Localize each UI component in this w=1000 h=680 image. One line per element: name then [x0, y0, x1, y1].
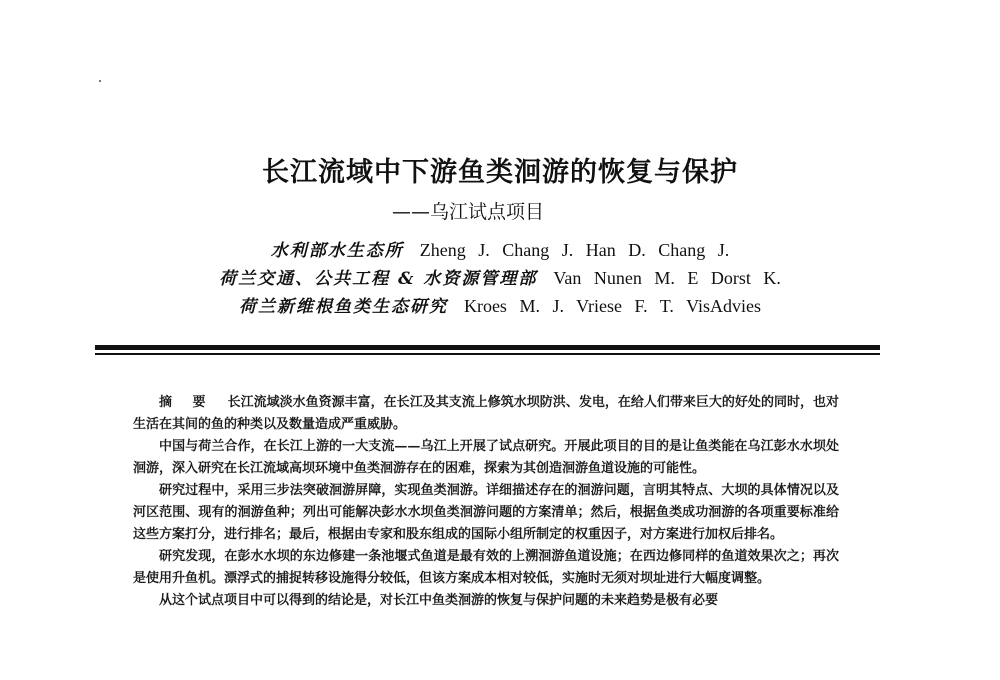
abstract-paragraph — [133, 392, 839, 436]
author-block — [0, 236, 1000, 320]
author-affiliation: 荷兰交通、公共工程 & 水资源管理部 — [219, 269, 538, 289]
abstract-paragraph: 中国与荷兰合作，在长江上游的一大支流——乌江上开展了试点研究。开展此项目的目的是让鱼类能在乌江彭水水坝处洄游，深入研究在长江流域高坝环境中鱼类洄游存在的困难，探索为其创造洄游鱼道设施的可能性。 — [133, 439, 839, 476]
author-line — [0, 236, 1000, 264]
author-line — [0, 264, 1000, 292]
abstract — [133, 392, 839, 612]
author-affiliation: 水利部水生态所 — [270, 241, 404, 261]
author-names: Kroes M. J. Vriese F. T. VisAdvies — [463, 296, 762, 316]
scan-speck — [99, 80, 101, 82]
header-rule-thin — [95, 353, 880, 355]
header-rule-thick — [95, 345, 880, 350]
abstract-text: 长江流域淡水鱼资源丰富，在长江及其支流上修筑水坝防洪、发电，在给人们带来巨大的好处的同时，也对生活在其间的鱼的种类以及数量造成严重威胁。 — [133, 395, 839, 432]
author-affiliation: 荷兰新维根鱼类生态研究 — [238, 297, 448, 317]
author-line — [0, 292, 1000, 320]
author-names: Zheng J. Chang J. Han D. Chang J. — [419, 240, 730, 260]
abstract-paragraph: 从这个试点项目中可以得到的结论是，对长江中鱼类洄游的恢复与保护问题的未来趋势是极有必要 — [159, 593, 719, 608]
paper-subtitle: ——乌江试点项目 — [392, 201, 545, 223]
abstract-paragraph: 研究过程中，采用三步法突破洄游屏障，实现鱼类洄游。详细描述存在的洄游问题，言明其特点、大坝的具体情况以及河区范围、现有的洄游鱼种；列出可能解决彭水水坝鱼类洄游问题的方案清单；然后，根据鱼类成功洄游的各项重要标准给这些方案打分，进行排名；最后，根据由专家和股东组成的国际小组所制定的权重因子，对方案进行加权后排名。 — [133, 483, 839, 542]
abstract-label: 摘 要 — [159, 395, 214, 410]
abstract-paragraph: 研究发现，在彭水水坝的东边修建一条池堰式鱼道是最有效的上溯洄游鱼道设施；在西边修同样的鱼道效果次之；再次是使用升鱼机。漂浮式的捕捉转移设施得分较低，但该方案成本相对较低，实施时无须对坝址进行大幅度调整。 — [133, 549, 839, 586]
author-names: Van Nunen M. E Dorst K. — [553, 268, 781, 288]
paper-title: 长江流域中下游鱼类洄游的恢复与保护 — [262, 157, 738, 188]
